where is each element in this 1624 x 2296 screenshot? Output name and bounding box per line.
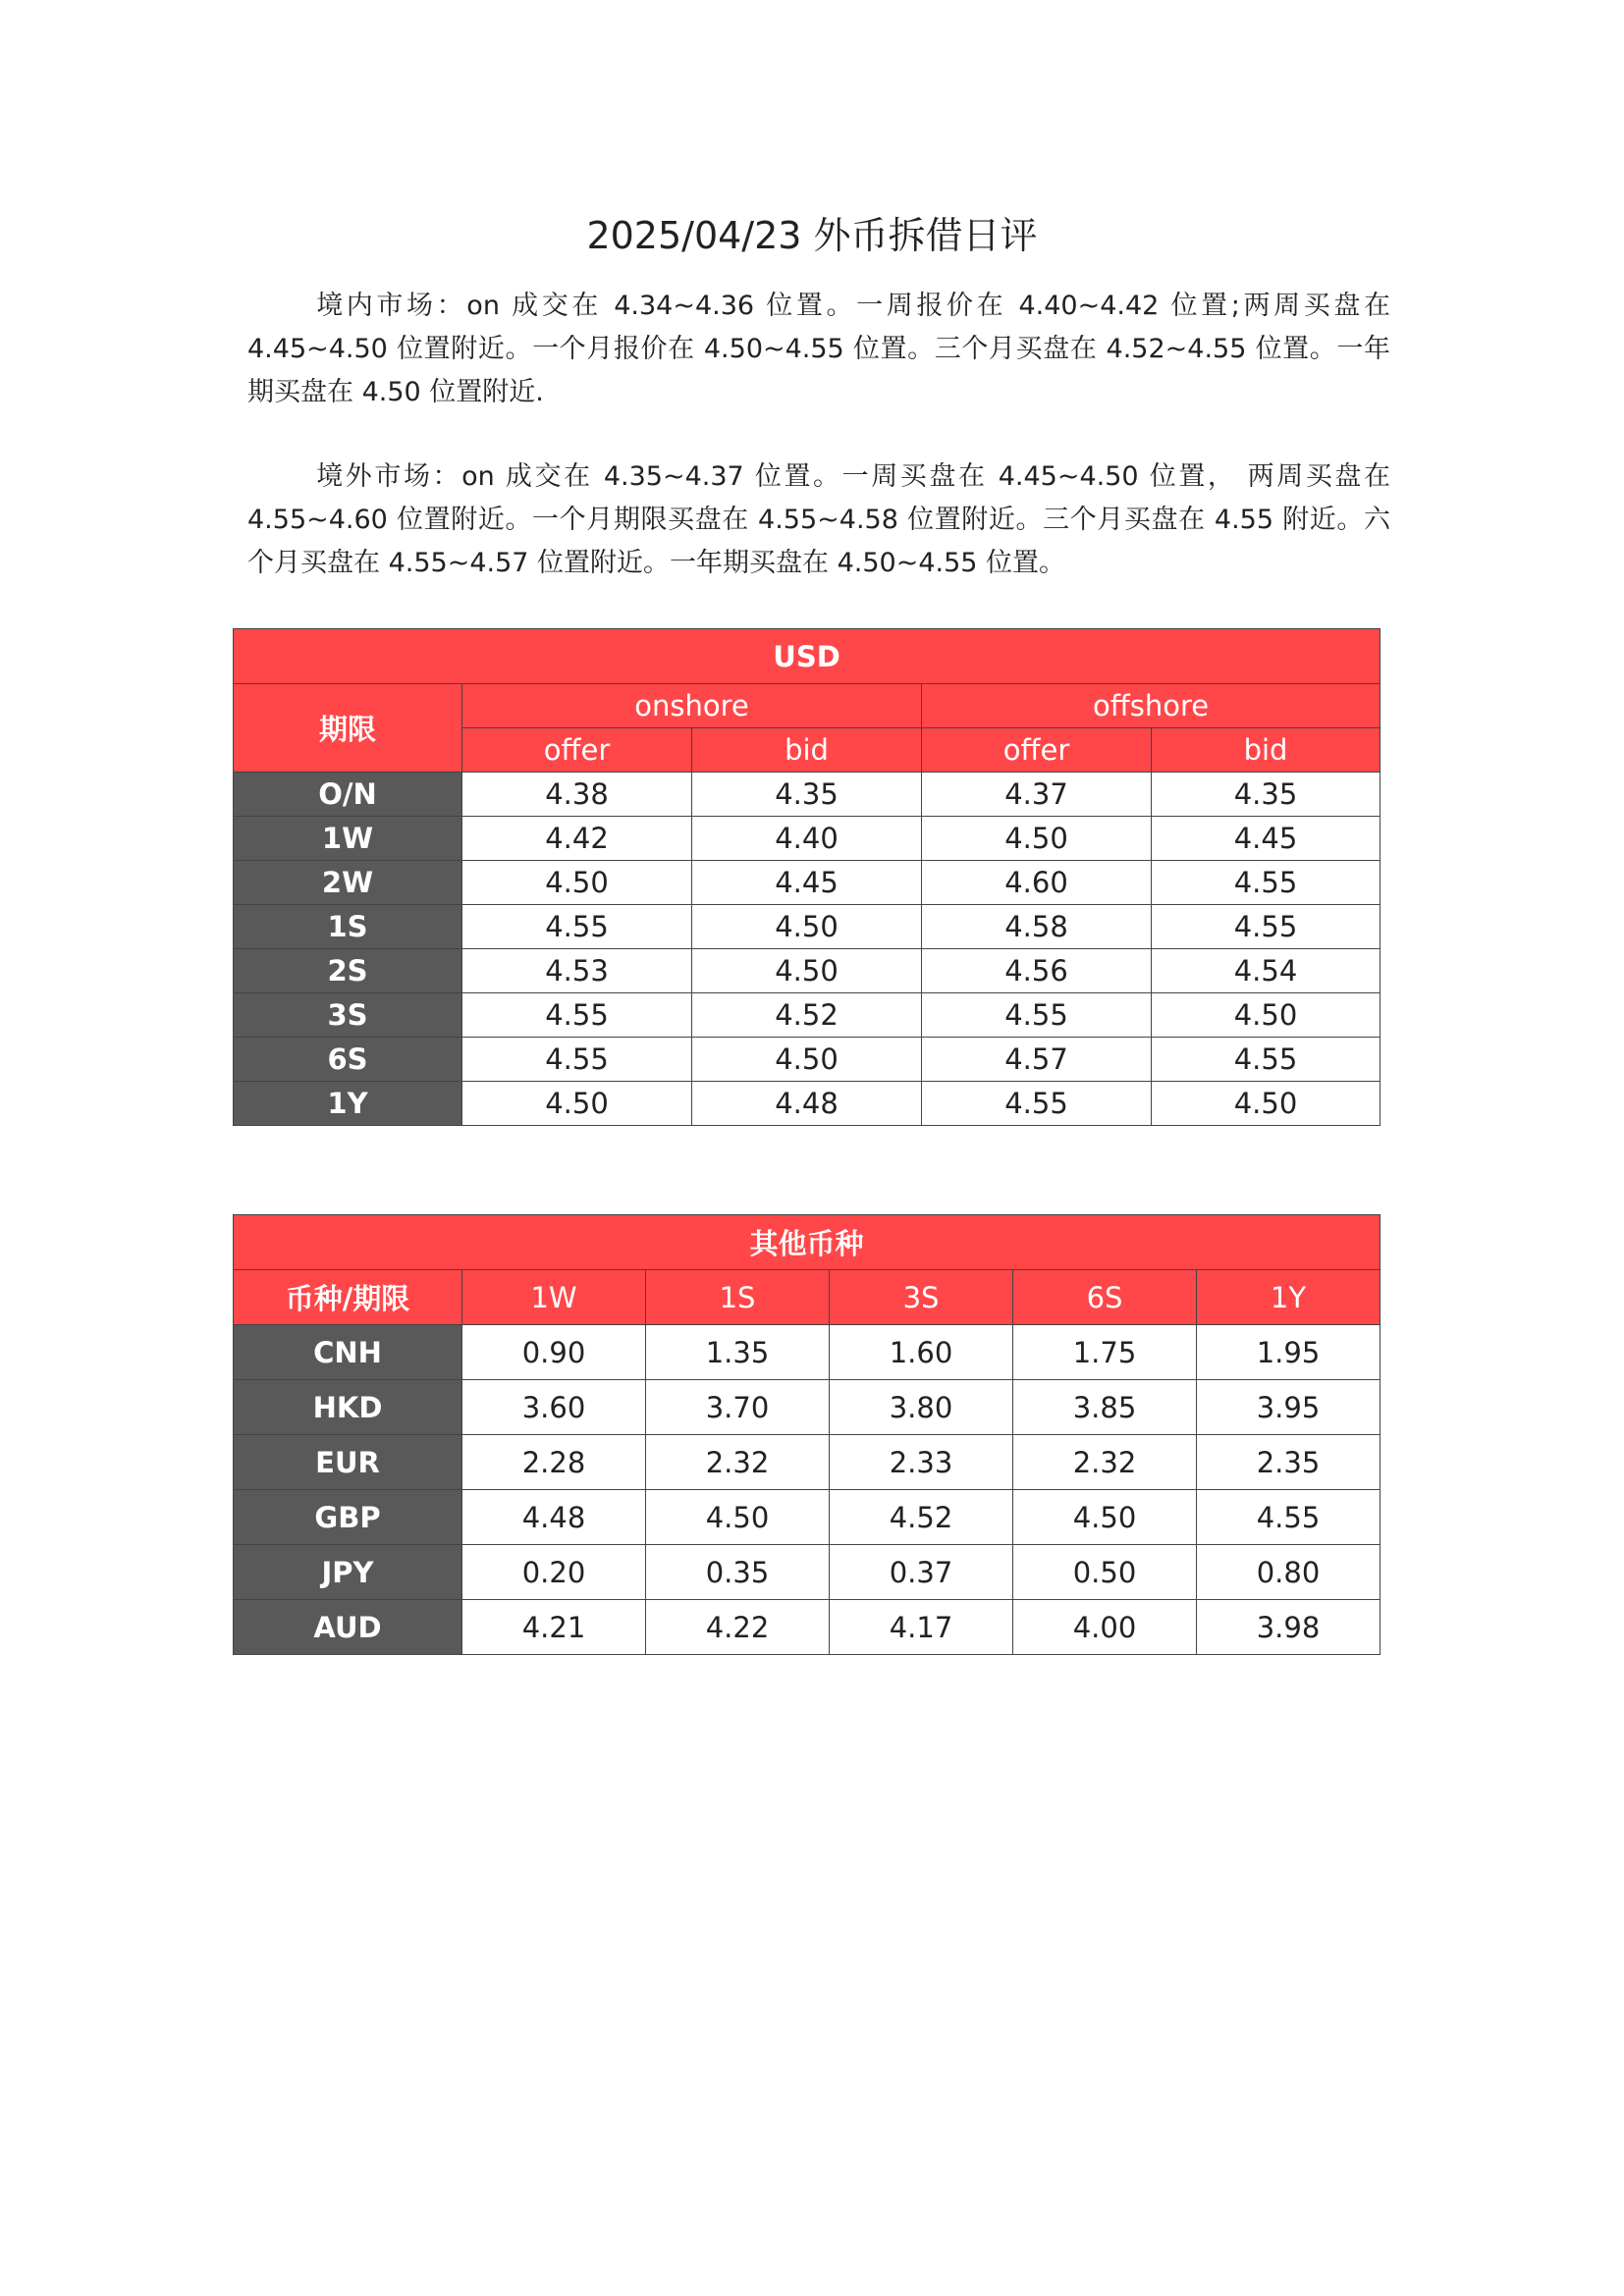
- rate-cell: 4.50: [692, 905, 922, 949]
- rate-cell: 4.52: [830, 1490, 1013, 1545]
- onshore-offer-header: offer: [462, 728, 692, 773]
- rate-cell: 3.95: [1197, 1380, 1380, 1435]
- term-label: 1S: [234, 905, 462, 949]
- rate-cell: 0.80: [1197, 1545, 1380, 1600]
- rate-cell: 2.28: [462, 1435, 646, 1490]
- rate-cell: 4.40: [692, 817, 922, 861]
- rate-cell: 4.50: [922, 817, 1152, 861]
- onshore-group-header: onshore: [462, 684, 922, 728]
- term-column-header: 1S: [646, 1270, 830, 1325]
- rate-cell: 4.54: [1152, 949, 1380, 993]
- rate-cell: 4.42: [462, 817, 692, 861]
- term-label: 1W: [234, 817, 462, 861]
- table-row: [234, 817, 1380, 861]
- rate-cell: 0.35: [646, 1545, 830, 1600]
- rate-cell: 4.57: [922, 1038, 1152, 1082]
- rate-cell: 0.50: [1013, 1545, 1197, 1600]
- term-column-header: 1Y: [1197, 1270, 1380, 1325]
- rate-cell: 4.55: [1152, 1038, 1380, 1082]
- usd-table-body: [234, 773, 1380, 1126]
- rate-cell: 3.98: [1197, 1600, 1380, 1655]
- table-row: [234, 1380, 1380, 1435]
- usd-rate-table: [233, 628, 1380, 1126]
- rate-cell: 4.45: [692, 861, 922, 905]
- rate-cell: 4.37: [922, 773, 1152, 817]
- rate-cell: 3.80: [830, 1380, 1013, 1435]
- rate-cell: 4.58: [922, 905, 1152, 949]
- rate-cell: 2.32: [1013, 1435, 1197, 1490]
- rate-cell: 4.50: [462, 861, 692, 905]
- rate-cell: 4.53: [462, 949, 692, 993]
- term-label: O/N: [234, 773, 462, 817]
- rate-cell: 1.35: [646, 1325, 830, 1380]
- rate-cell: 4.55: [462, 905, 692, 949]
- rate-cell: 4.00: [1013, 1600, 1197, 1655]
- rate-cell: 1.60: [830, 1325, 1013, 1380]
- term-label: 6S: [234, 1038, 462, 1082]
- rate-cell: 4.21: [462, 1600, 646, 1655]
- rate-cell: 4.50: [1013, 1490, 1197, 1545]
- rate-cell: 4.50: [692, 1038, 922, 1082]
- rate-cell: 4.50: [646, 1490, 830, 1545]
- usd-table-title: USD: [234, 629, 1380, 684]
- rate-cell: 4.45: [1152, 817, 1380, 861]
- term-label: 2W: [234, 861, 462, 905]
- currency-label: CNH: [234, 1325, 462, 1380]
- rate-cell: 4.22: [646, 1600, 830, 1655]
- table-row: [234, 949, 1380, 993]
- onshore-market-paragraph: 境内市场：on 成交在 4.34~4.36 位置。一周报价在 4.40~4.42 位置;两周买盘在 4.45~4.50 位置附近。一个月报价在 4.50~4.55 位置。三个月买盘在 4.52~4.55 位置。一年期买盘在 4.50 位置附近.: [247, 291, 1390, 407]
- term-label: 1Y: [234, 1082, 462, 1126]
- rate-cell: 4.48: [462, 1490, 646, 1545]
- rate-cell: 4.55: [1152, 861, 1380, 905]
- rate-cell: 4.35: [1152, 773, 1380, 817]
- rate-cell: 2.35: [1197, 1435, 1380, 1490]
- offshore-offer-header: offer: [922, 728, 1152, 773]
- page-title: 2025/04/23 外币拆借日评: [586, 214, 1038, 257]
- rate-cell: 0.20: [462, 1545, 646, 1600]
- term-header: 期限: [234, 684, 462, 773]
- term-label: 3S: [234, 993, 462, 1038]
- rate-cell: 4.55: [1197, 1490, 1380, 1545]
- offshore-market-paragraph: 境外市场：on 成交在 4.35~4.37 位置。一周买盘在 4.45~4.50 位置， 两周买盘在 4.55~4.60 位置附近。一个月期限买盘在 4.55~4.58 位置附近。三个月买盘在 4.55 附近。六个月买盘在 4.55~4.57 位置附近。一年期买盘在 4.50~4.55 位置。: [247, 461, 1390, 578]
- currency-label: HKD: [234, 1380, 462, 1435]
- rate-cell: 0.37: [830, 1545, 1013, 1600]
- table-row: [234, 1038, 1380, 1082]
- rate-cell: 4.55: [1152, 905, 1380, 949]
- rate-cell: 1.95: [1197, 1325, 1380, 1380]
- rate-cell: 4.50: [462, 1082, 692, 1126]
- rate-cell: 3.85: [1013, 1380, 1197, 1435]
- rate-cell: 3.60: [462, 1380, 646, 1435]
- table-row: [234, 1545, 1380, 1600]
- term-column-header: 6S: [1013, 1270, 1197, 1325]
- term-column-header: 1W: [462, 1270, 646, 1325]
- currency-label: EUR: [234, 1435, 462, 1490]
- other-table-header-row: [234, 1270, 1380, 1325]
- rate-cell: 2.32: [646, 1435, 830, 1490]
- other-table-body: [234, 1325, 1380, 1655]
- rate-cell: 4.48: [692, 1082, 922, 1126]
- term-column-header: 3S: [830, 1270, 1013, 1325]
- table-row: [234, 1600, 1380, 1655]
- rate-cell: 4.35: [692, 773, 922, 817]
- rate-cell: 4.52: [692, 993, 922, 1038]
- offshore-group-header: offshore: [922, 684, 1380, 728]
- currency-label: GBP: [234, 1490, 462, 1545]
- rate-cell: 4.38: [462, 773, 692, 817]
- table-row: [234, 1082, 1380, 1126]
- currency-term-header: 币种/期限: [234, 1270, 462, 1325]
- onshore-bid-header: bid: [692, 728, 922, 773]
- term-label: 2S: [234, 949, 462, 993]
- rate-cell: 3.70: [646, 1380, 830, 1435]
- table-row: [234, 1435, 1380, 1490]
- table-row: [234, 861, 1380, 905]
- rate-cell: 4.17: [830, 1600, 1013, 1655]
- other-currency-table: [233, 1214, 1380, 1655]
- table-row: [234, 905, 1380, 949]
- other-table-title: 其他币种: [234, 1215, 1380, 1270]
- rate-cell: 4.50: [1152, 1082, 1380, 1126]
- rate-cell: 1.75: [1013, 1325, 1197, 1380]
- currency-label: JPY: [234, 1545, 462, 1600]
- rate-cell: 0.90: [462, 1325, 646, 1380]
- rate-cell: 4.55: [462, 1038, 692, 1082]
- table-row: [234, 1325, 1380, 1380]
- rate-cell: 4.60: [922, 861, 1152, 905]
- rate-cell: 4.56: [922, 949, 1152, 993]
- rate-cell: 2.33: [830, 1435, 1013, 1490]
- table-row: [234, 1490, 1380, 1545]
- offshore-bid-header: bid: [1152, 728, 1380, 773]
- rate-cell: 4.55: [462, 993, 692, 1038]
- table-row: [234, 773, 1380, 817]
- rate-cell: 4.55: [922, 1082, 1152, 1126]
- table-row: [234, 993, 1380, 1038]
- rate-cell: 4.50: [692, 949, 922, 993]
- currency-label: AUD: [234, 1600, 462, 1655]
- rate-cell: 4.55: [922, 993, 1152, 1038]
- rate-cell: 4.50: [1152, 993, 1380, 1038]
